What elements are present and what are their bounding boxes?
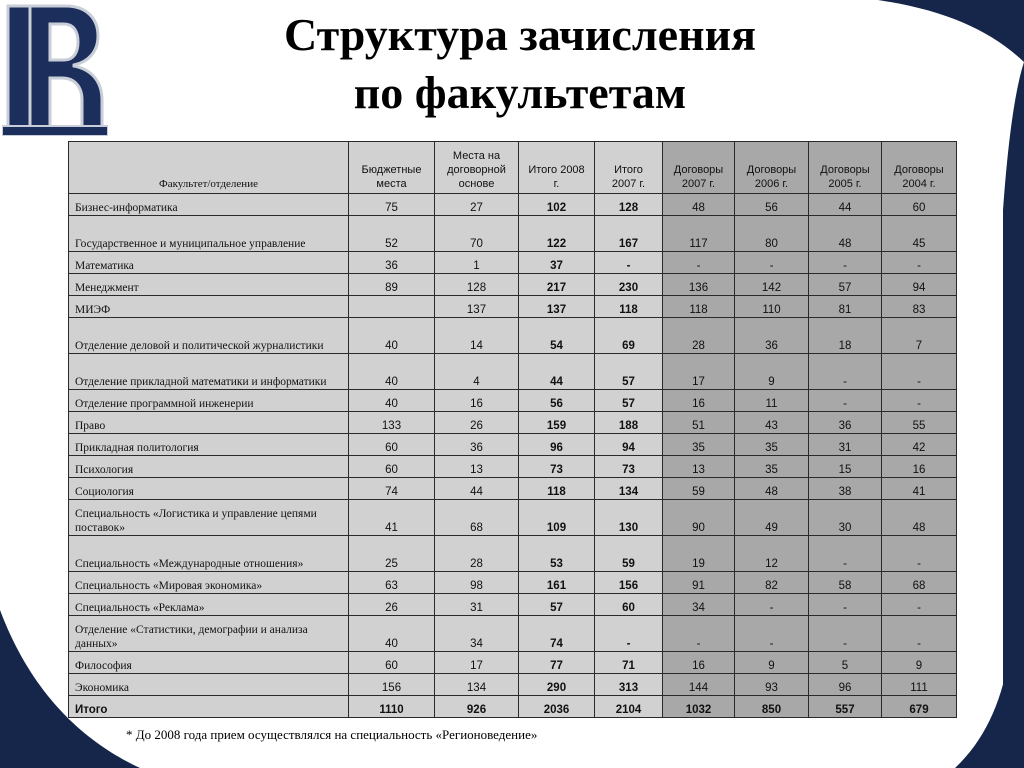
cell-budget-places: 63: [349, 572, 435, 594]
cell-total-2008: 217: [519, 274, 595, 296]
cell-contracts-2005: -: [809, 616, 882, 652]
cell-contracts-2004: 55: [882, 412, 957, 434]
cell-contracts-2005: -: [809, 354, 882, 390]
cell-contracts-2007: 19: [663, 536, 735, 572]
header-contract-places: Места на договорной основе: [435, 142, 519, 194]
cell-budget-places: 40: [349, 390, 435, 412]
cell-contracts-2007: 90: [663, 500, 735, 536]
cell-faculty: МИЭФ: [69, 296, 349, 318]
cell-total-2007: 156: [595, 572, 663, 594]
cell-contracts-2006: 48: [735, 478, 809, 500]
cell-budget-places: 40: [349, 616, 435, 652]
cell-faculty: Менеджмент: [69, 274, 349, 296]
cell-faculty: Специальность «Логистика и управление цепями поставок»: [69, 500, 349, 536]
header-contracts-2006: Договоры 2006 г.: [735, 142, 809, 194]
cell-total-2008: 118: [519, 478, 595, 500]
table-row: [69, 616, 957, 652]
cell-faculty: Отделение прикладной математики и информатики: [69, 354, 349, 390]
cell-contract-places: 134: [435, 674, 519, 696]
bottom-right-navy-arc: [955, 650, 1024, 768]
total-contracts-2006: 850: [735, 696, 809, 718]
cell-contract-places: 128: [435, 274, 519, 296]
cell-total-2008: 77: [519, 652, 595, 674]
cell-contracts-2004: 7: [882, 318, 957, 354]
cell-contracts-2005: 18: [809, 318, 882, 354]
cell-contracts-2004: 16: [882, 456, 957, 478]
cell-contracts-2004: -: [882, 536, 957, 572]
cell-contract-places: 26: [435, 412, 519, 434]
cell-faculty: Специальность «Мировая экономика»: [69, 572, 349, 594]
table-row: [69, 252, 957, 274]
cell-faculty: Отделение программной инженерии: [69, 390, 349, 412]
cell-total-2007: 94: [595, 434, 663, 456]
cell-contracts-2006: 11: [735, 390, 809, 412]
cell-faculty: Отделение деловой и политической журналистики: [69, 318, 349, 354]
cell-contracts-2004: 48: [882, 500, 957, 536]
cell-contracts-2004: -: [882, 354, 957, 390]
table-row: [69, 456, 957, 478]
footnote: * До 2008 года прием осуществлялся на специальность «Регионоведение»: [126, 727, 538, 742]
cell-total-2007: 313: [595, 674, 663, 696]
cell-contract-places: 13: [435, 456, 519, 478]
cell-budget-places: 40: [349, 354, 435, 390]
table-row: [69, 318, 957, 354]
table-row: [69, 390, 957, 412]
page-title: [150, 6, 890, 122]
cell-contract-places: 98: [435, 572, 519, 594]
cell-contracts-2006: 9: [735, 354, 809, 390]
cell-contracts-2004: 60: [882, 194, 957, 216]
cell-contracts-2007: 17: [663, 354, 735, 390]
cell-contracts-2004: 94: [882, 274, 957, 296]
cell-contracts-2006: 36: [735, 318, 809, 354]
cell-total-2008: 96: [519, 434, 595, 456]
cell-total-2007: 167: [595, 216, 663, 252]
cell-contract-places: 17: [435, 652, 519, 674]
cell-contracts-2007: 16: [663, 652, 735, 674]
cell-contracts-2005: -: [809, 390, 882, 412]
header-total-2007: Итого 2007 г.: [595, 142, 663, 194]
cell-contracts-2006: 93: [735, 674, 809, 696]
table-row: [69, 652, 957, 674]
cell-contracts-2007: 91: [663, 572, 735, 594]
table-row: [69, 594, 957, 616]
table-row: [69, 500, 957, 536]
total-contracts-2005: 557: [809, 696, 882, 718]
cell-budget-places: 26: [349, 594, 435, 616]
cell-contracts-2007: 117: [663, 216, 735, 252]
cell-contracts-2004: -: [882, 252, 957, 274]
cell-contracts-2007: 13: [663, 456, 735, 478]
header-total-2008: Итого 2008 г.: [519, 142, 595, 194]
cell-contracts-2006: 43: [735, 412, 809, 434]
cell-faculty: Экономика: [69, 674, 349, 696]
cell-contracts-2004: 68: [882, 572, 957, 594]
cell-contracts-2005: -: [809, 536, 882, 572]
cell-contracts-2007: 28: [663, 318, 735, 354]
cell-budget-places: 89: [349, 274, 435, 296]
cell-faculty: Психология: [69, 456, 349, 478]
cell-total-2007: 71: [595, 652, 663, 674]
title-line-2: по факультетам: [353, 67, 687, 118]
cell-total-2007: 57: [595, 390, 663, 412]
cell-total-2008: 137: [519, 296, 595, 318]
cell-contract-places: 68: [435, 500, 519, 536]
cell-budget-places: 40: [349, 318, 435, 354]
cell-total-2008: 102: [519, 194, 595, 216]
cell-contracts-2006: -: [735, 252, 809, 274]
cell-faculty: Математика: [69, 252, 349, 274]
header-budget-places: Бюджетные места: [349, 142, 435, 194]
cell-total-2008: 161: [519, 572, 595, 594]
cell-budget-places: 74: [349, 478, 435, 500]
cell-contracts-2006: 12: [735, 536, 809, 572]
cell-faculty: Прикладная политология: [69, 434, 349, 456]
table-row: [69, 194, 957, 216]
header-contracts-2007: Договоры 2007 г.: [663, 142, 735, 194]
cell-budget-places: 36: [349, 252, 435, 274]
cell-contract-places: 34: [435, 616, 519, 652]
cell-total-2007: 188: [595, 412, 663, 434]
cell-contracts-2005: 15: [809, 456, 882, 478]
cell-contracts-2007: 16: [663, 390, 735, 412]
cell-faculty: Право: [69, 412, 349, 434]
cell-budget-places: 52: [349, 216, 435, 252]
cell-contracts-2006: -: [735, 594, 809, 616]
cell-contracts-2006: 56: [735, 194, 809, 216]
cell-budget-places: [349, 296, 435, 318]
cell-budget-places: 60: [349, 456, 435, 478]
header-contracts-2005: Договоры 2005 г.: [809, 142, 882, 194]
header-faculty: Факультет/отделение: [69, 142, 349, 194]
cell-contracts-2007: 118: [663, 296, 735, 318]
cell-total-2008: 53: [519, 536, 595, 572]
cell-contracts-2005: 30: [809, 500, 882, 536]
table-row: [69, 572, 957, 594]
enrollment-table: [68, 141, 957, 718]
cell-contracts-2005: 81: [809, 296, 882, 318]
total-total-2008: 2036: [519, 696, 595, 718]
cell-faculty: Социология: [69, 478, 349, 500]
cell-contracts-2005: 36: [809, 412, 882, 434]
cell-contracts-2007: 144: [663, 674, 735, 696]
cell-contracts-2007: 35: [663, 434, 735, 456]
cell-contracts-2004: -: [882, 616, 957, 652]
cell-contracts-2007: -: [663, 252, 735, 274]
cell-total-2007: 59: [595, 536, 663, 572]
table-row: [69, 478, 957, 500]
cell-total-2007: 57: [595, 354, 663, 390]
cell-contract-places: 16: [435, 390, 519, 412]
cell-total-2008: 74: [519, 616, 595, 652]
table-total-row: [69, 696, 957, 718]
cell-contracts-2005: -: [809, 594, 882, 616]
cell-contracts-2004: 45: [882, 216, 957, 252]
cell-contracts-2006: 110: [735, 296, 809, 318]
cell-total-2008: 37: [519, 252, 595, 274]
cell-contract-places: 44: [435, 478, 519, 500]
cell-faculty: Специальность «Реклама»: [69, 594, 349, 616]
cell-contracts-2005: 58: [809, 572, 882, 594]
cell-contracts-2005: 31: [809, 434, 882, 456]
cell-contracts-2005: 44: [809, 194, 882, 216]
cell-contracts-2007: 34: [663, 594, 735, 616]
cell-budget-places: 156: [349, 674, 435, 696]
cell-contracts-2007: 48: [663, 194, 735, 216]
cell-total-2007: -: [595, 616, 663, 652]
cell-contracts-2004: 9: [882, 652, 957, 674]
total-contracts-2004: 679: [882, 696, 957, 718]
cell-contract-places: 36: [435, 434, 519, 456]
cell-total-2007: 230: [595, 274, 663, 296]
table-row: [69, 216, 957, 252]
cell-budget-places: 25: [349, 536, 435, 572]
cell-contract-places: 137: [435, 296, 519, 318]
cell-contracts-2004: 41: [882, 478, 957, 500]
cell-contracts-2005: 5: [809, 652, 882, 674]
table-row: [69, 296, 957, 318]
total-faculty: Итого: [69, 696, 349, 718]
cell-total-2007: 73: [595, 456, 663, 478]
cell-contracts-2006: 142: [735, 274, 809, 296]
cell-contract-places: 31: [435, 594, 519, 616]
cell-budget-places: 75: [349, 194, 435, 216]
cell-contracts-2006: -: [735, 616, 809, 652]
table-row: [69, 536, 957, 572]
top-right-navy-arc: [878, 0, 1024, 62]
cell-total-2007: 134: [595, 478, 663, 500]
cell-contracts-2007: 136: [663, 274, 735, 296]
cell-contracts-2007: 51: [663, 412, 735, 434]
total-contract-places: 926: [435, 696, 519, 718]
cell-budget-places: 133: [349, 412, 435, 434]
cell-total-2008: 54: [519, 318, 595, 354]
cell-contracts-2004: 83: [882, 296, 957, 318]
cell-contracts-2006: 80: [735, 216, 809, 252]
cell-contracts-2004: -: [882, 594, 957, 616]
cell-total-2008: 44: [519, 354, 595, 390]
title-line-1: Структура зачисления: [284, 9, 756, 60]
cell-faculty: Философия: [69, 652, 349, 674]
table-row: [69, 674, 957, 696]
cell-total-2008: 122: [519, 216, 595, 252]
cell-total-2008: 109: [519, 500, 595, 536]
table-row: [69, 274, 957, 296]
cell-total-2008: 73: [519, 456, 595, 478]
cell-contracts-2006: 9: [735, 652, 809, 674]
cell-contracts-2004: 111: [882, 674, 957, 696]
cell-budget-places: 41: [349, 500, 435, 536]
cell-contract-places: 14: [435, 318, 519, 354]
cell-contracts-2006: 82: [735, 572, 809, 594]
cell-contracts-2005: 57: [809, 274, 882, 296]
table-row: [69, 354, 957, 390]
cell-contracts-2005: 38: [809, 478, 882, 500]
cell-contracts-2007: 59: [663, 478, 735, 500]
hse-logo: [2, 2, 108, 136]
cell-total-2007: 128: [595, 194, 663, 216]
cell-faculty: Отделение «Статистики, демографии и анализа данных»: [69, 616, 349, 652]
header-contracts-2004: Договоры 2004 г.: [882, 142, 957, 194]
total-total-2007: 2104: [595, 696, 663, 718]
cell-contracts-2006: 35: [735, 456, 809, 478]
cell-contracts-2006: 35: [735, 434, 809, 456]
cell-contract-places: 4: [435, 354, 519, 390]
table-row: [69, 434, 957, 456]
cell-contract-places: 28: [435, 536, 519, 572]
cell-budget-places: 60: [349, 652, 435, 674]
cell-contracts-2005: 96: [809, 674, 882, 696]
cell-contract-places: 1: [435, 252, 519, 274]
total-budget-places: 1110: [349, 696, 435, 718]
total-contracts-2007: 1032: [663, 696, 735, 718]
cell-total-2008: 57: [519, 594, 595, 616]
table-body: [69, 194, 957, 718]
cell-contracts-2005: 48: [809, 216, 882, 252]
table-header-row: [69, 142, 957, 194]
cell-contract-places: 27: [435, 194, 519, 216]
cell-total-2008: 290: [519, 674, 595, 696]
cell-contracts-2006: 49: [735, 500, 809, 536]
cell-contracts-2004: -: [882, 390, 957, 412]
cell-contracts-2005: -: [809, 252, 882, 274]
cell-total-2008: 159: [519, 412, 595, 434]
cell-contracts-2004: 42: [882, 434, 957, 456]
cell-total-2007: 60: [595, 594, 663, 616]
cell-faculty: Государственное и муниципальное управление: [69, 216, 349, 252]
cell-total-2007: 118: [595, 296, 663, 318]
cell-total-2007: 130: [595, 500, 663, 536]
cell-total-2007: 69: [595, 318, 663, 354]
table-row: [69, 412, 957, 434]
cell-total-2007: -: [595, 252, 663, 274]
cell-budget-places: 60: [349, 434, 435, 456]
cell-faculty: Специальность «Международные отношения»: [69, 536, 349, 572]
cell-contract-places: 70: [435, 216, 519, 252]
cell-total-2008: 56: [519, 390, 595, 412]
cell-faculty: Бизнес-информатика: [69, 194, 349, 216]
cell-contracts-2007: -: [663, 616, 735, 652]
